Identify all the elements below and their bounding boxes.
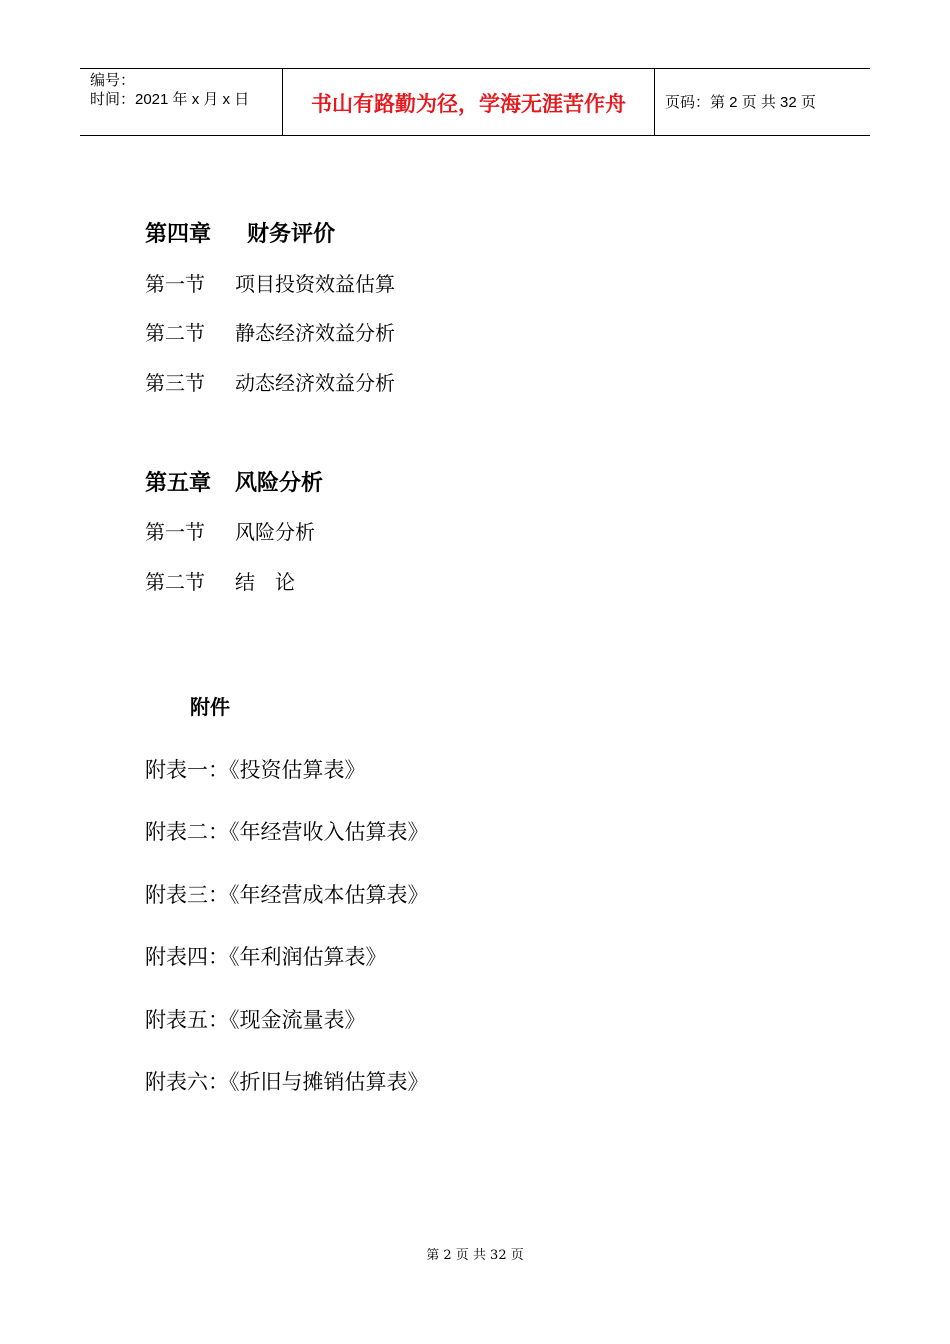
header-motto-cell — [282, 69, 655, 135]
chapter-title: 风险分析 — [235, 471, 324, 496]
appendix-item: 附表六：《折旧与摊销估算表》 — [145, 1070, 429, 1094]
section-title: 项目投资效益估算 — [235, 272, 395, 296]
page-footer: 第 2 页 共 32 页 — [426, 1248, 524, 1263]
section-number: 第一节 — [145, 272, 205, 296]
section-title: 风险分析 — [235, 520, 315, 544]
chapter-heading-5 — [145, 470, 323, 498]
chapter-heading-4 — [145, 221, 335, 249]
section-item — [145, 569, 295, 595]
section-number: 第三节 — [145, 371, 205, 395]
document-number-label: 编号： — [90, 72, 136, 89]
section-title: 结 论 — [235, 570, 295, 594]
section-number: 第二节 — [145, 321, 205, 345]
section-item — [145, 271, 395, 297]
appendix-item: 附表五：《现金流量表》 — [145, 1008, 366, 1032]
header-motto: 书山有路勤为径，学海无涯苦作舟 — [311, 92, 626, 116]
header-page-info: 页码：第 2 页 共 32 页 — [665, 94, 816, 111]
appendix-item: 附表四：《年利润估算表》 — [145, 945, 387, 969]
appendix-item: 附表一：《投资估算表》 — [145, 758, 366, 782]
section-item — [145, 320, 395, 346]
appendix-item: 附表二：《年经营收入估算表》 — [145, 820, 429, 844]
header-meta-cell — [80, 69, 282, 135]
section-title: 静态经济效益分析 — [235, 321, 395, 345]
section-item — [145, 370, 395, 396]
appendix-item: 附表三：《年经营成本估算表》 — [145, 883, 429, 907]
header-page-cell — [655, 69, 870, 135]
section-number: 第一节 — [145, 520, 205, 544]
section-title: 动态经济效益分析 — [235, 371, 395, 395]
document-date: 时间：2021 年 x 月 x 日 — [90, 91, 250, 108]
chapter-title: 财务评价 — [247, 222, 336, 247]
chapter-number: 第五章 — [145, 471, 212, 496]
document-header — [80, 68, 870, 136]
chapter-number: 第四章 — [145, 222, 212, 247]
attachments-heading: 附件 — [190, 695, 230, 719]
section-number: 第二节 — [145, 570, 205, 594]
section-item — [145, 519, 315, 545]
